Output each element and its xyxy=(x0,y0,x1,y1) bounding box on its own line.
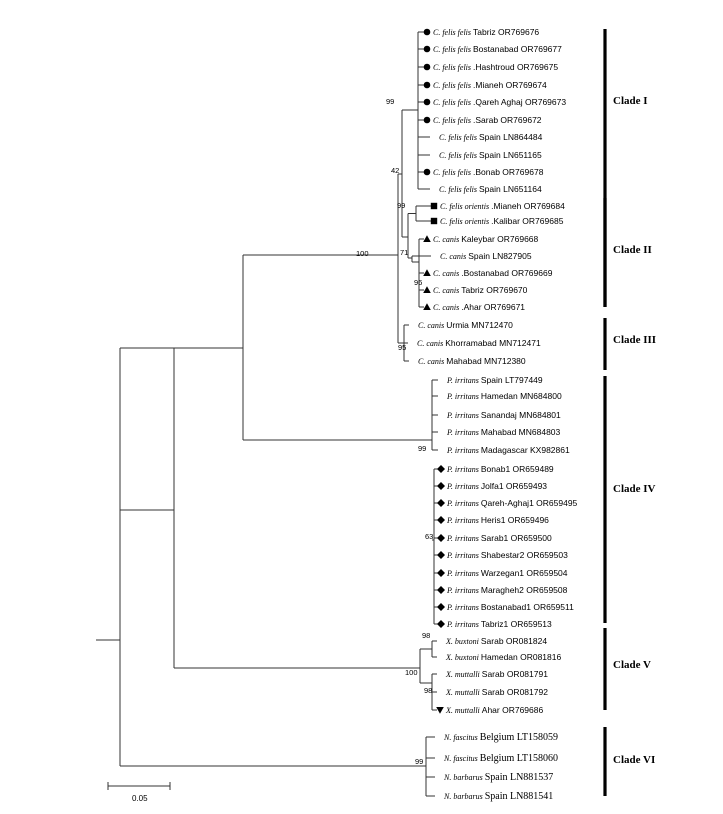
taxon-label xyxy=(446,602,574,612)
locality-accession: Ahar OR769686 xyxy=(481,705,544,715)
bootstrap-value: 99 xyxy=(415,757,424,766)
locality-accession: .Hashtroud OR769675 xyxy=(473,62,559,72)
locality-accession: Shabestar2 OR659503 xyxy=(480,550,568,560)
locality-accession: Jolfa1 OR659493 xyxy=(480,481,548,491)
diamond-marker xyxy=(437,499,445,507)
species-name: X. muttalli xyxy=(446,706,482,715)
clade-label: Clade II xyxy=(613,244,652,256)
taxon-label xyxy=(446,481,547,491)
locality-accession: Spain LN651164 xyxy=(479,184,542,194)
species-name: P. irritans xyxy=(447,465,481,474)
taxon-label xyxy=(440,251,532,261)
species-name: C. felis felis xyxy=(439,151,479,160)
locality-accession: Spain LN881537 xyxy=(484,772,554,783)
bootstrap-value: 63 xyxy=(425,532,434,541)
locality-accession: Tabriz OR769676 xyxy=(473,27,540,37)
species-name: C. felis felis xyxy=(433,63,473,72)
taxon-label xyxy=(440,216,564,226)
bootstrap-value: 98 xyxy=(424,686,433,695)
species-name: C. canis xyxy=(418,321,447,330)
locality-accession: Spain LN651165 xyxy=(479,150,542,160)
triangle-up-marker xyxy=(423,235,431,242)
triangle-down-marker xyxy=(436,707,444,714)
diamond-marker xyxy=(437,465,445,473)
species-name: P. irritans xyxy=(447,569,481,578)
triangle-up-marker xyxy=(423,303,431,310)
locality-accession: .Mianeh OR769684 xyxy=(491,201,565,211)
taxon-label xyxy=(446,391,562,401)
species-name: N. fascitus xyxy=(444,754,480,763)
bootstrap-value: 100 xyxy=(405,668,418,677)
diamond-marker xyxy=(437,569,445,577)
taxon-label xyxy=(445,636,547,646)
locality-accession: Kaleybar OR769668 xyxy=(461,234,539,244)
species-name: C. felis felis xyxy=(433,98,473,107)
locality-accession: Spain LT797449 xyxy=(480,375,543,385)
taxon-label xyxy=(446,585,568,595)
diamond-marker xyxy=(437,620,445,628)
species-name: P. irritans xyxy=(447,376,481,385)
locality-accession: Tabriz1 OR659513 xyxy=(480,619,552,629)
taxon-label xyxy=(446,410,561,420)
circle-marker xyxy=(424,169,431,176)
species-name: P. irritans xyxy=(447,499,481,508)
species-name: C. felis orientis xyxy=(440,202,492,211)
species-name: C. canis xyxy=(418,357,447,366)
taxon-label xyxy=(443,772,553,783)
species-name: C. canis xyxy=(440,252,469,261)
circle-marker xyxy=(424,82,431,89)
species-name: P. irritans xyxy=(447,603,481,612)
taxon-label xyxy=(443,732,558,743)
clade-label: Clade I xyxy=(613,95,648,107)
circle-marker xyxy=(424,99,431,106)
taxon-label xyxy=(443,753,558,764)
taxon-label xyxy=(417,338,541,348)
species-name: C. canis xyxy=(433,235,462,244)
species-name: P. irritans xyxy=(447,446,481,455)
diamond-marker xyxy=(437,482,445,490)
locality-accession: Sarab1 OR659500 xyxy=(480,533,552,543)
locality-accession: Spain LN864484 xyxy=(479,132,543,142)
taxon-label xyxy=(418,320,513,330)
species-name: C. felis felis xyxy=(433,28,473,37)
species-name: P. irritans xyxy=(447,411,481,420)
taxon-label xyxy=(446,464,554,474)
taxon-label xyxy=(440,201,565,211)
bootstrap-value: 42 xyxy=(391,166,400,175)
taxon-label xyxy=(446,427,561,437)
species-name: C. felis orientis xyxy=(440,217,492,226)
species-name: C. canis xyxy=(433,286,462,295)
taxon-label xyxy=(443,791,553,802)
taxon-label xyxy=(446,568,568,578)
locality-accession: Sarab OR081824 xyxy=(480,636,548,646)
taxon-label xyxy=(445,652,561,662)
taxon-labels xyxy=(417,27,578,802)
locality-accession: Hamedan OR081816 xyxy=(480,652,562,662)
locality-accession: Belgium LT158060 xyxy=(479,753,559,764)
taxon-label xyxy=(445,669,548,679)
diamond-marker xyxy=(437,551,445,559)
taxon-label xyxy=(433,97,566,107)
square-marker xyxy=(431,203,437,209)
taxon-label xyxy=(433,62,558,72)
locality-accession: Bonab1 OR659489 xyxy=(480,464,554,474)
scale-bar xyxy=(108,782,170,803)
taxon-label xyxy=(433,234,539,244)
diamond-marker xyxy=(437,603,445,611)
locality-accession: Spain LN827905 xyxy=(468,251,532,261)
locality-accession: Spain LN881541 xyxy=(484,791,554,802)
bootstrap-value: 99 xyxy=(418,444,427,453)
locality-accession: Belgium LT158059 xyxy=(479,732,559,743)
locality-accession: Urmia MN712470 xyxy=(446,320,513,330)
tree-branches xyxy=(96,32,438,796)
taxon-label xyxy=(446,550,568,560)
locality-accession: Sanandaj MN684801 xyxy=(480,410,561,420)
species-name: P. irritans xyxy=(447,551,481,560)
taxon-label xyxy=(446,498,578,508)
species-name: P. irritans xyxy=(447,482,481,491)
species-name: P. irritans xyxy=(447,586,481,595)
circle-marker xyxy=(424,64,431,71)
bootstrap-value: 71 xyxy=(400,248,409,257)
diamond-marker xyxy=(437,534,445,542)
locality-accession: .Bostanabad OR769669 xyxy=(461,268,553,278)
clade-bars xyxy=(605,29,656,796)
taxon-label xyxy=(433,27,539,37)
taxon-label xyxy=(433,44,562,54)
species-name: C. canis xyxy=(417,339,446,348)
species-name: N. fascitus xyxy=(444,733,480,742)
species-name: P. irritans xyxy=(447,516,481,525)
clade-label: Clade V xyxy=(613,659,651,671)
locality-accession: Hamedan MN684800 xyxy=(480,391,562,401)
locality-accession: Bostanabad1 OR659511 xyxy=(480,602,574,612)
locality-accession: Sarab OR081791 xyxy=(481,669,548,679)
locality-accession: Sarab OR081792 xyxy=(481,687,548,697)
bootstrap-value: 99 xyxy=(397,201,406,210)
taxon-label xyxy=(433,268,553,278)
species-name: X. muttalli xyxy=(446,688,482,697)
triangle-up-marker xyxy=(423,286,431,293)
species-name: C. canis xyxy=(433,269,462,278)
taxon-label xyxy=(439,184,542,194)
bootstrap-value: 98 xyxy=(422,631,431,640)
taxon-label xyxy=(446,375,543,385)
locality-accession: Mahabad MN712380 xyxy=(446,356,526,366)
taxon-label xyxy=(433,80,547,90)
taxon-label xyxy=(433,302,525,312)
taxon-label xyxy=(433,115,542,125)
locality-accession: .Kalibar OR769685 xyxy=(491,216,564,226)
locality-accession: .Mianeh OR769674 xyxy=(473,80,547,90)
clade-label: Clade VI xyxy=(613,754,656,766)
taxon-label xyxy=(418,356,526,366)
taxon-label xyxy=(446,445,570,455)
taxon-label xyxy=(446,619,552,629)
diamond-marker xyxy=(437,586,445,594)
taxon-label xyxy=(445,687,548,697)
bootstrap-value: 100 xyxy=(356,249,369,258)
taxon-label xyxy=(439,132,543,142)
bootstrap-values xyxy=(356,97,433,766)
locality-accession: .Ahar OR769671 xyxy=(461,302,526,312)
species-name: N. barbarus xyxy=(444,773,485,782)
taxon-label xyxy=(433,285,528,295)
circle-marker xyxy=(424,46,431,53)
species-name: P. irritans xyxy=(447,620,481,629)
species-name: C. canis xyxy=(433,303,462,312)
locality-accession: .Sarab OR769672 xyxy=(473,115,542,125)
species-name: C. felis felis xyxy=(433,168,473,177)
bootstrap-value: 95 xyxy=(398,343,407,352)
species-name: P. irritans xyxy=(447,428,481,437)
circle-marker xyxy=(424,117,431,124)
clade-label: Clade IV xyxy=(613,483,656,495)
locality-accession: Tabriz OR769670 xyxy=(461,285,528,295)
species-name: P. irritans xyxy=(447,534,481,543)
clade-label: Clade III xyxy=(613,334,657,346)
locality-accession: Khorramabad MN712471 xyxy=(445,338,541,348)
locality-accession: Madagascar KX982861 xyxy=(480,445,570,455)
taxon-label xyxy=(446,515,549,525)
species-name: N. barbarus xyxy=(444,792,485,801)
square-marker xyxy=(431,218,437,224)
locality-accession: Maragheh2 OR659508 xyxy=(480,585,568,595)
species-name: C. felis felis xyxy=(433,116,473,125)
locality-accession: Warzegan1 OR659504 xyxy=(480,568,568,578)
triangle-up-marker xyxy=(423,269,431,276)
locality-accession: Bostanabad OR769677 xyxy=(473,44,562,54)
bootstrap-value: 99 xyxy=(386,97,395,106)
species-name: P. irritans xyxy=(447,392,481,401)
species-name: C. felis felis xyxy=(433,81,473,90)
bootstrap-value: 96 xyxy=(414,278,423,287)
taxon-label xyxy=(439,150,542,160)
species-name: X. buxtoni xyxy=(446,637,481,646)
locality-accession: .Qareh Aghaj OR769673 xyxy=(473,97,567,107)
species-name: X. buxtoni xyxy=(446,653,481,662)
species-name: C. felis felis xyxy=(433,45,473,54)
taxon-label xyxy=(445,705,543,715)
species-name: C. felis felis xyxy=(439,185,479,194)
taxon-label xyxy=(433,167,544,177)
species-name: X. muttalli xyxy=(446,670,482,679)
circle-marker xyxy=(424,29,431,36)
taxon-label xyxy=(446,533,552,543)
locality-accession: Qareh-Aghaj1 OR659495 xyxy=(480,498,578,508)
locality-accession: .Bonab OR769678 xyxy=(473,167,544,177)
species-name: C. felis felis xyxy=(439,133,479,142)
locality-accession: Mahabad MN684803 xyxy=(480,427,561,437)
scale-bar-label: 0.05 xyxy=(132,794,148,803)
locality-accession: Heris1 OR659496 xyxy=(480,515,549,525)
diamond-marker xyxy=(437,516,445,524)
